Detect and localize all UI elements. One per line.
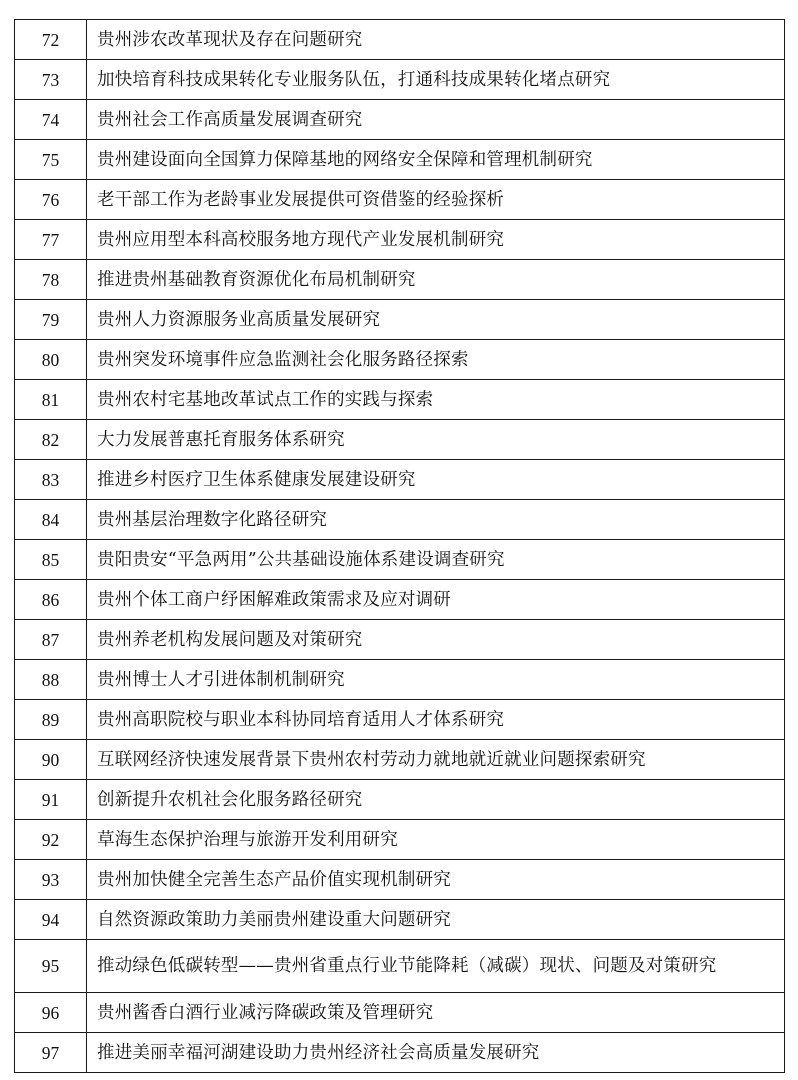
table-row	[15, 180, 785, 220]
topic-title: 贵州养老机构发展问题及对策研究	[87, 620, 785, 660]
row-number: 73	[15, 60, 87, 100]
topic-title: 草海生态保护治理与旅游开发利用研究	[87, 820, 785, 860]
row-number: 77	[15, 220, 87, 260]
table-row	[15, 140, 785, 180]
row-number: 89	[15, 700, 87, 740]
row-number: 93	[15, 860, 87, 900]
topic-title: 贵州博士人才引进体制机制研究	[87, 660, 785, 700]
topic-title: 贵州个体工商户纾困解难政策需求及应对调研	[87, 580, 785, 620]
row-number: 80	[15, 340, 87, 380]
topic-title: 贵阳贵安“平急两用”公共基础设施体系建设调查研究	[87, 540, 785, 580]
row-number: 76	[15, 180, 87, 220]
topic-title: 贵州涉农改革现状及存在问题研究	[87, 20, 785, 60]
row-number: 96	[15, 993, 87, 1033]
table-row	[15, 540, 785, 580]
table-row	[15, 340, 785, 380]
topic-title: 贵州基层治理数字化路径研究	[87, 500, 785, 540]
table-row	[15, 620, 785, 660]
row-number: 95	[15, 940, 87, 993]
table-row	[15, 740, 785, 780]
table-row	[15, 580, 785, 620]
row-number: 74	[15, 100, 87, 140]
table-row	[15, 100, 785, 140]
table-row	[15, 300, 785, 340]
topic-title: 贵州农村宅基地改革试点工作的实践与探索	[87, 380, 785, 420]
row-number: 82	[15, 420, 87, 460]
topic-title: 推进美丽幸福河湖建设助力贵州经济社会高质量发展研究	[87, 1033, 785, 1073]
row-number: 88	[15, 660, 87, 700]
table-row	[15, 1033, 785, 1073]
row-number: 78	[15, 260, 87, 300]
row-number: 94	[15, 900, 87, 940]
row-number: 84	[15, 500, 87, 540]
row-number: 81	[15, 380, 87, 420]
table-row	[15, 60, 785, 100]
topic-title: 贵州高职院校与职业本科协同培育适用人才体系研究	[87, 700, 785, 740]
table-row	[15, 900, 785, 940]
table-row	[15, 220, 785, 260]
row-number: 75	[15, 140, 87, 180]
table-row	[15, 500, 785, 540]
topic-title: 贵州人力资源服务业高质量发展研究	[87, 300, 785, 340]
row-number: 87	[15, 620, 87, 660]
row-number: 97	[15, 1033, 87, 1073]
topic-title: 贵州酱香白酒行业减污降碳政策及管理研究	[87, 993, 785, 1033]
row-number: 85	[15, 540, 87, 580]
table-row	[15, 780, 785, 820]
row-number: 92	[15, 820, 87, 860]
topic-title: 加快培育科技成果转化专业服务队伍，打通科技成果转化堵点研究	[87, 60, 785, 100]
topic-title: 推进乡村医疗卫生体系健康发展建设研究	[87, 460, 785, 500]
topic-title: 贵州突发环境事件应急监测社会化服务路径探索	[87, 340, 785, 380]
table-row	[15, 460, 785, 500]
table-row	[15, 940, 785, 993]
table-row	[15, 20, 785, 60]
row-number: 91	[15, 780, 87, 820]
topic-title: 贵州社会工作高质量发展调查研究	[87, 100, 785, 140]
topic-title: 贵州应用型本科高校服务地方现代产业发展机制研究	[87, 220, 785, 260]
table-row	[15, 993, 785, 1033]
research-topics-table	[14, 19, 785, 1073]
topic-title: 老干部工作为老龄事业发展提供可资借鉴的经验探析	[87, 180, 785, 220]
row-number: 90	[15, 740, 87, 780]
topic-title: 互联网经济快速发展背景下贵州农村劳动力就地就近就业问题探索研究	[87, 740, 785, 780]
table-row	[15, 420, 785, 460]
row-number: 83	[15, 460, 87, 500]
topic-title: 大力发展普惠托育服务体系研究	[87, 420, 785, 460]
topic-title: 自然资源政策助力美丽贵州建设重大问题研究	[87, 900, 785, 940]
table-body	[15, 20, 785, 1073]
row-number: 79	[15, 300, 87, 340]
topic-title: 推进贵州基础教育资源优化布局机制研究	[87, 260, 785, 300]
table-row	[15, 380, 785, 420]
topic-title: 贵州建设面向全国算力保障基地的网络安全保障和管理机制研究	[87, 140, 785, 180]
row-number: 72	[15, 20, 87, 60]
row-number: 86	[15, 580, 87, 620]
table-row	[15, 820, 785, 860]
topic-title: 创新提升农机社会化服务路径研究	[87, 780, 785, 820]
table-row	[15, 860, 785, 900]
table-row	[15, 700, 785, 740]
topic-title: 推动绿色低碳转型——贵州省重点行业节能降耗（减碳）现状、问题及对策研究	[87, 940, 785, 993]
topic-title: 贵州加快健全完善生态产品价值实现机制研究	[87, 860, 785, 900]
table-row	[15, 260, 785, 300]
table-row	[15, 660, 785, 700]
